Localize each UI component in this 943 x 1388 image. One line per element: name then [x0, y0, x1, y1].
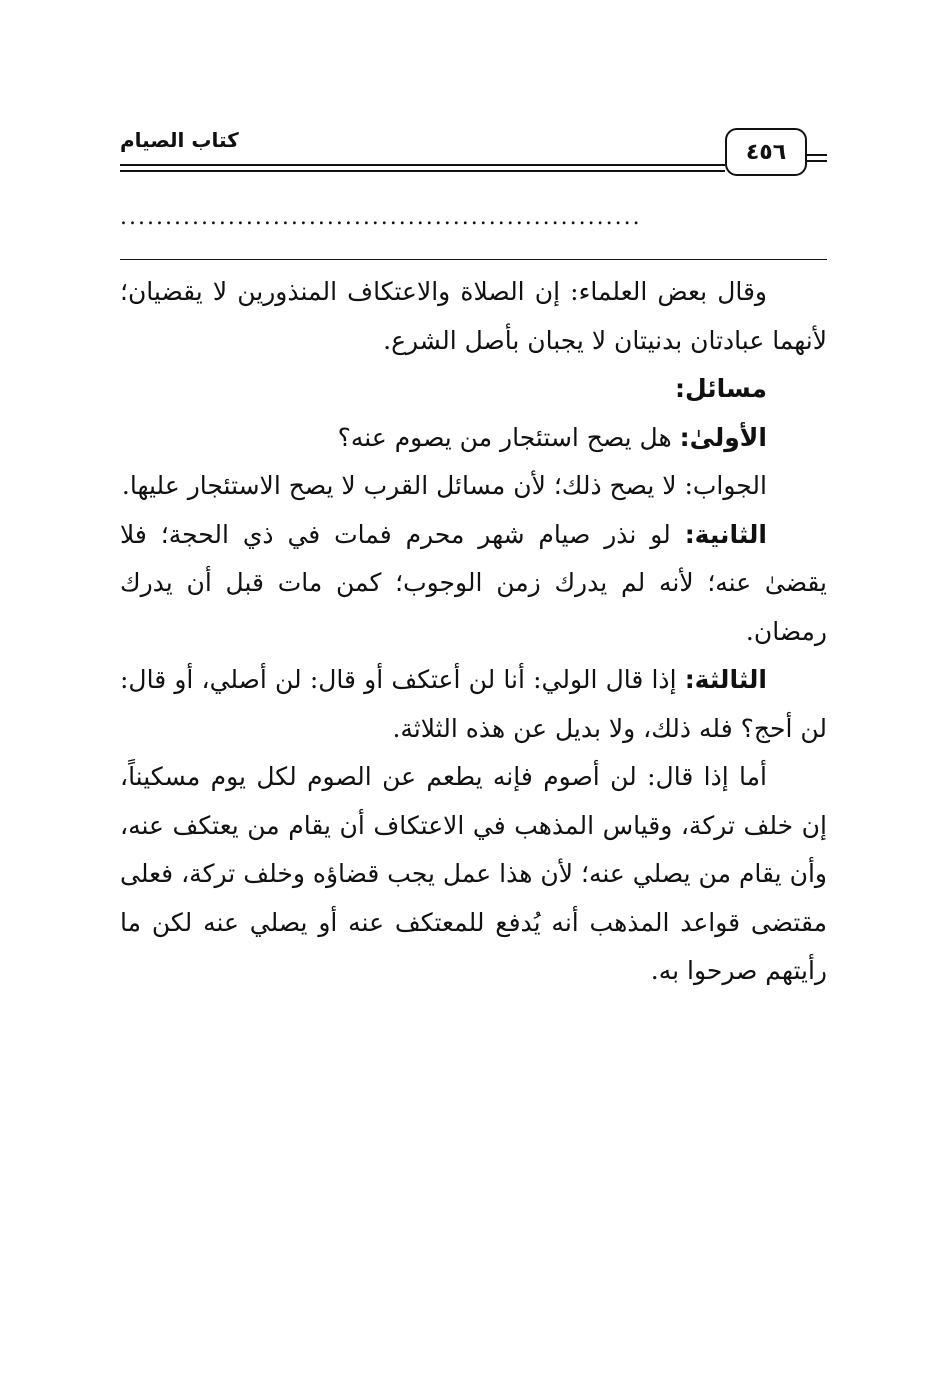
paragraph-fasting-ruling: أما إذا قال: لن أصوم فإنه يطعم عن الصوم لكل يوم مسكيناً، إن خلف تركة، وقياس المذهب في الاعتكاف أن يقام من يعتكف عنه، وأن يقام من يصلي عنه؛ لأن هذا عمل يجب قضاؤه وخلف تركة، فعلى مقتضى قواعد المذهب أنه يُدفع للمعتكف عنه أو يصلي عنه لكن ما رأيتهم صرحوا به. — [120, 762, 827, 985]
question-third — [120, 656, 827, 753]
dotted-separator: .......................................................... — [120, 205, 642, 230]
question-second — [120, 511, 827, 657]
page-body — [120, 268, 827, 996]
page-number: ٤٥٦ — [745, 139, 787, 165]
separator-line — [120, 259, 827, 260]
header-rule-lower — [120, 170, 725, 172]
question-first — [120, 414, 827, 463]
page-number-box — [725, 128, 807, 176]
book-title: كتاب الصيام — [120, 128, 239, 152]
header-rule-upper — [120, 164, 725, 166]
answer-paragraph: الجواب: لا يصح ذلك؛ لأن مسائل القرب لا يصح الاستئجار عليها. — [121, 471, 767, 500]
header-rule-right-upper — [805, 154, 827, 156]
question-third-label: الثالثة: — [684, 665, 767, 694]
question-second-text: لو نذر صيام شهر محرم فمات في ذي الحجة؛ فلا يقضىٰ عنه؛ لأنه لم يدرك زمن الوجوب؛ كمن مات قبل أن يدرك رمضان. — [120, 519, 827, 646]
running-header — [120, 128, 827, 178]
question-third-text: إذا قال الولي: أنا لن أعتكف أو قال: لن أصلي، أو قال: لن أحج؟ فله ذلك، ولا بديل عن هذه الثلاثة. — [120, 665, 827, 743]
question-first-label: الأولىٰ: — [679, 422, 767, 452]
question-second-label: الثانية: — [684, 519, 767, 549]
masail-heading — [120, 365, 827, 414]
header-rule-right-lower — [805, 160, 827, 162]
masail-heading-text: مسائل: — [674, 374, 767, 403]
paragraph-scholars-opinion: وقال بعض العلماء: إن الصلاة والاعتكاف المنذورين لا يقضيان؛ لأنهما عبادتان بدنيتان لا يجبان بأصل الشرع. — [120, 277, 827, 355]
question-first-text: هل يصح استئجار من يصوم عنه؟ — [337, 422, 680, 452]
